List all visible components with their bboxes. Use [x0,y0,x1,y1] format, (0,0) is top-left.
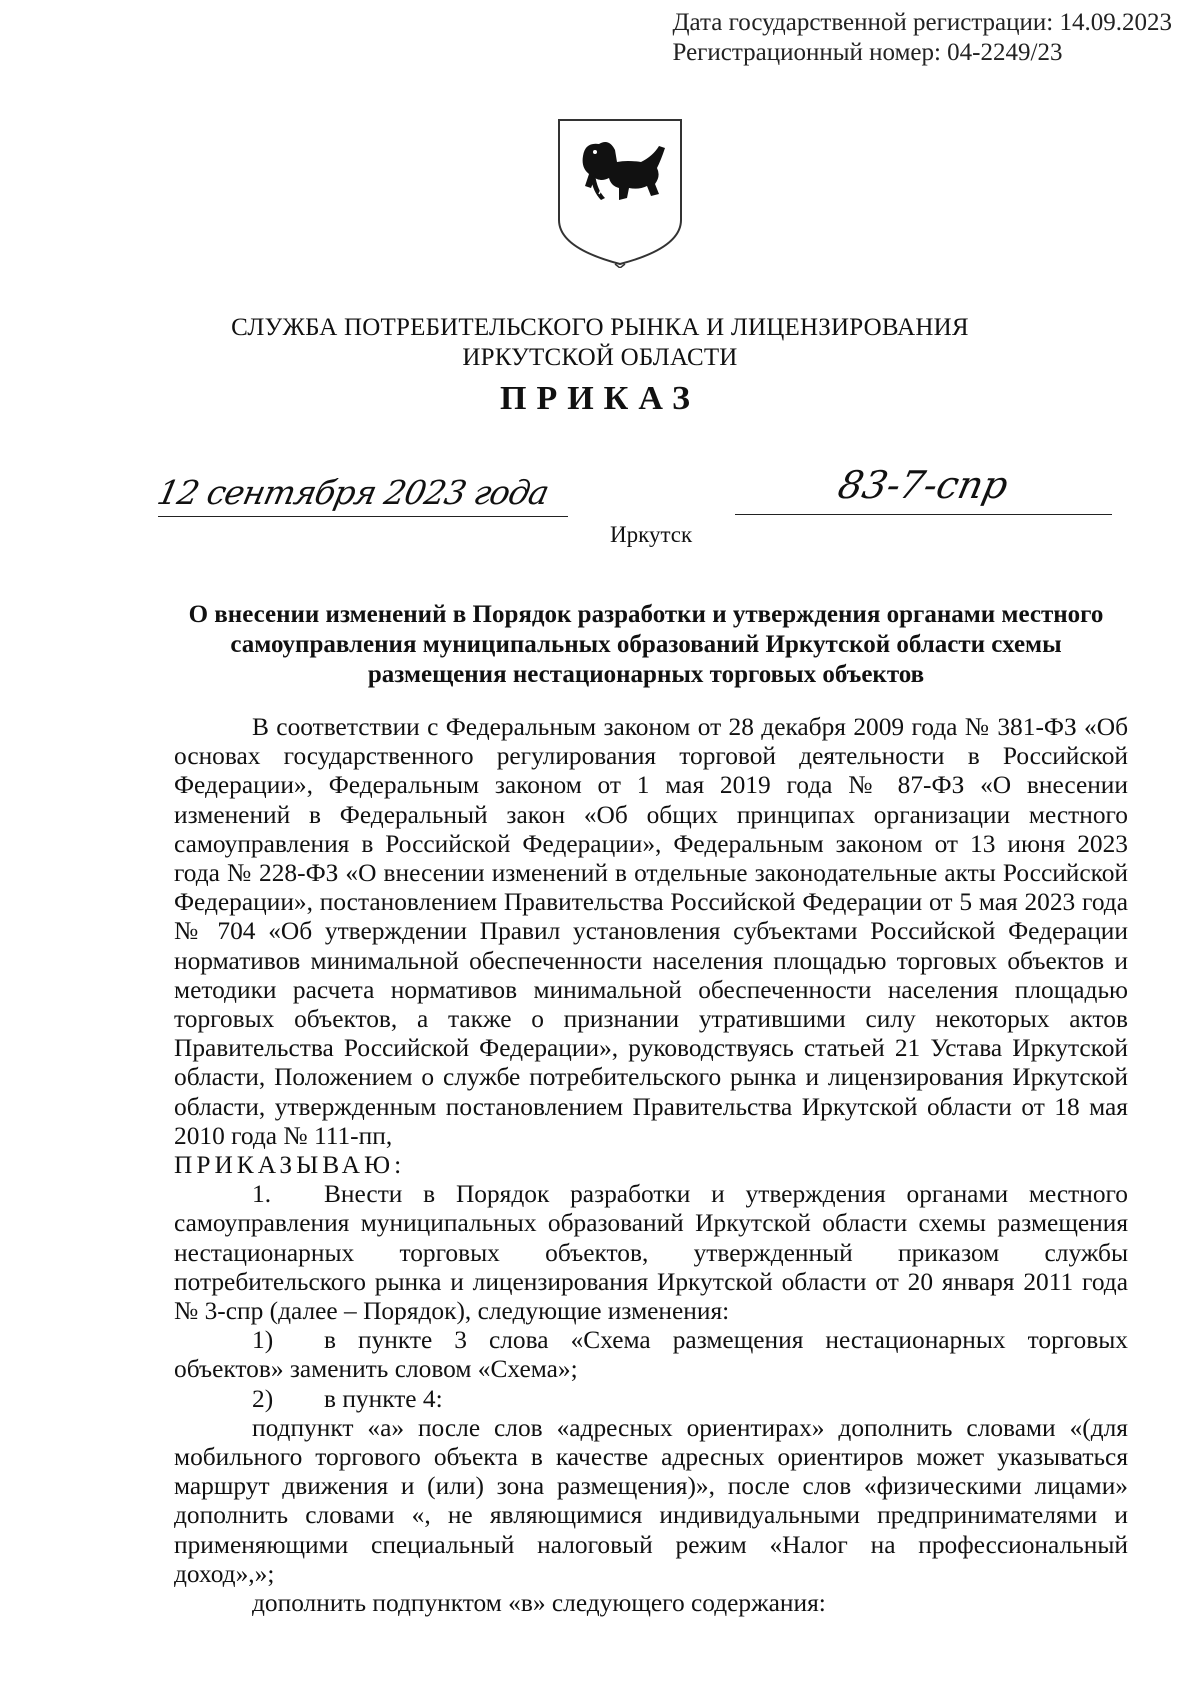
subitem-2-number: 2) [252,1384,274,1413]
order-word: ПРИКАЗЫВАЮ: [174,1151,406,1180]
subitem-2 [174,1385,1128,1414]
subitem-1-number: 1) [252,1326,274,1355]
preamble-paragraph: В соответствии с Федеральным законом от 28 декабря 2009 года № 381-ФЗ «Об основах государственного регулирования торговой деятельности в Российской Федерации», Федеральным законом от 1 мая 2019 года № 87-ФЗ «О внесении изменений в Федеральный закон «Об общих принципах организации местного самоуправления в Российской Федерации», Федеральным законом от 13 июня 2023 года № 228-ФЗ «О внесении изменений в отдельные законодательные акты Российской Федерации», постановлением Правительства Российской Федерации от 5 мая 2023 года № 704 «Об утверждении Правил установления субъектами Российской Федерации нормативов минимальной обеспеченности населения площадью торговых объектов и методики расчета нормативов минимальной обеспеченности населения площадью торговых объектов, а также о признании утратившими силу некоторых актов Правительства Российской Федерации», руководствуясь статьей 21 Устава Иркутской области, Положением о службе потребительского рынка и лицензирования Иркутской области, утвержденным постановлением Правительства Иркутской области от 18 мая 2010 года № 111-пп, [174,713,1128,1150]
paragraph-subpoint-v: дополнить подпунктом «в» следующего содержания: [252,1589,826,1618]
subitem-2-text: в пункте 4: [324,1384,443,1413]
city-name: Иркутск [610,522,693,547]
subitem-1 [174,1326,1128,1384]
registration-date: Дата государственной регистрации: 14.09.2023 [672,9,1172,36]
item-1-number: 1. [252,1180,272,1209]
document-title: О внесении изменений в Порядок разработки и утверждения органами местного самоуправления муниципальных образований Иркутской области схемы размещения нестационарных торговых объектов [188,601,1104,688]
agency-line-1: СЛУЖБА ПОТРЕБИТЕЛЬСКОГО РЫНКА И ЛИЦЕНЗИРОВАНИЯ [231,314,969,341]
item-1 [174,1180,1128,1326]
registration-info [673,8,1173,68]
order-number-field [735,462,1112,515]
subitem-1-text: в пункте 3 слова «Схема размещения нестационарных торговых объектов» заменить словом «Схема»; [174,1326,1128,1384]
agency-line-2: ИРКУТСКОЙ ОБЛАСТИ [462,344,738,371]
agency-name [0,313,1200,373]
irkutsk-coat-of-arms-icon [555,116,685,268]
paragraph-subpoint-a: подпункт «а» после слов «адресных ориентирах» дополнить словами «(для мобильного торгового объекта в качестве адресных ориентиров может указываться маршрут движения и (или) зона размещения)», после слов «физическими лицами» дополнить словами «, не являющимися индивидуальными предпринимателями и применяющими специальный налоговый режим «Налог на профессиональный доход»,»; [174,1413,1128,1588]
order-number-handwritten: 83-7-спр [834,463,1013,507]
order-date-field [153,470,568,517]
registration-number: Регистрационный номер: 04-2249/23 [672,39,1063,66]
item-1-text: Внести в Порядок разработки и утверждения органами местного самоуправления муниципальных образований Иркутской области схемы размещения нестационарных торговых объектов, утвержденный приказом службы потребительского рынка и лицензирования Иркутской области от 20 января 2011 года № 3-спр (далее – Порядок), следующие изменения: [174,1180,1128,1326]
order-date-handwritten: 12 сентября 2023 года [153,473,552,512]
document-body [174,713,1128,1618]
document-type: ПРИКАЗ [500,380,700,417]
